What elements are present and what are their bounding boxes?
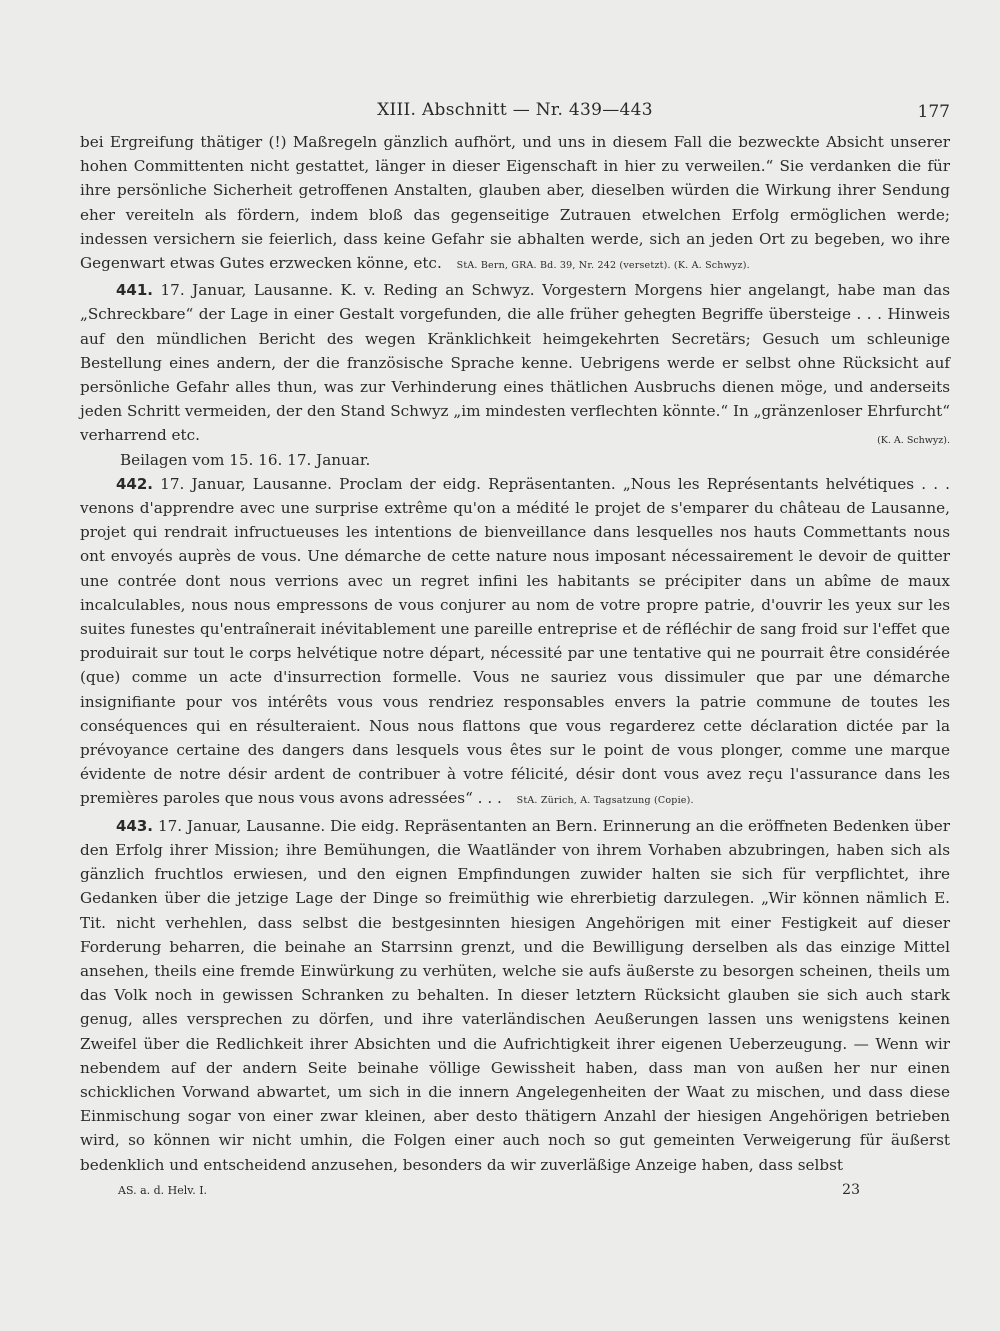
entry-note bbox=[80, 448, 950, 472]
entry-number: 441. bbox=[116, 281, 154, 300]
sheet-number: 23 bbox=[842, 1182, 860, 1198]
entry-text: 17. Januar, Lausanne. K. v. Reding an Schwyz. Vorgestern Morgens hier angelangt, habe man das „Schreckbare“ der Lage in einer Gestalt vorgefunden, die alle früher gehegten Begriffe übersteige . . . Hinweis auf den mündlichen Bericht des wegen Kränklichkeit heimgekehrten Secretärs; Gesuch um schleunige Bestellung eines andern, der die französische Sprache kenne. Uebrigens werde er selbst ohne Rücksicht auf persönliche Gefahr alles thun, was zur Verhinderung eines thätlichen Ausbruchs dienen möge, und anderseits jeden Schritt vermeiden, der den Stand Schwyz „im mindesten verflechten könnte.“ In „gränzenloser Ehrfurcht“ verharrend etc. bbox=[80, 281, 951, 445]
continuation-text: bei Ergreifung thätiger (!) Maßregeln gänzlich aufhört, und uns in diesem Fall die bezweckte Absicht unserer hohen Committenten nicht gestattet, länger in dieser Eigenschaft in hier zu verweilen.“ Sie verdanken die für ihre persönliche Sicherheit getroffenen Anstalten, glauben aber, dieselben würden die Wirkung ihrer Sendung eher vereiteln als fördern, indem bloß das gegenseitige Zutrauen etwelchen Erfolg ermöglichen werde; indessen versichern sie feierlich, dass keine Gefahr sie abhalten werde, sich an jeden Ort zu begeben, wo ihre Gegenwart etwas Gutes erzwecken könne, etc. bbox=[80, 133, 950, 273]
printer-signature: AS. a. d. Helv. I. bbox=[118, 1184, 208, 1197]
page-number: 177 bbox=[917, 102, 950, 122]
page-header bbox=[80, 100, 950, 128]
attachments-note: Beilagen vom 15. 16. 17. Januar. bbox=[120, 450, 371, 469]
entry-443 bbox=[80, 814, 950, 1177]
source-note: StA. Bern, GRA. Bd. 39, Nr. 242 (versetzt). (K. A. Schwyz). bbox=[456, 260, 750, 272]
source-note: StA. Zürich, A. Tagsatzung (Copie). bbox=[516, 795, 694, 807]
continuation-paragraph bbox=[80, 130, 950, 278]
entry-442 bbox=[80, 472, 950, 814]
running-title: XIII. Abschnitt — Nr. 439—443 bbox=[377, 100, 653, 120]
source-note: (K. A. Schwyz). bbox=[877, 435, 950, 447]
page-body bbox=[80, 130, 950, 1177]
entry-text: 17. Januar, Lausanne. Proclam der eidg. Repräsentanten. „Nous les Représentants helvétiques . . . venons d'apprendre avec une surprise extrême qu'on a médité le projet de s'emparer du château de Lausanne, projet qui rendrait infructueuses les intentions de bienveillance dans lesquelles nos hauts Commettants nous ont envoyés auprès de vous. Une démarche de cette nature nous imposant nécessairement le devoir de quitter une contrée dont nous verrions avec un regret infini les habitants se précipiter dans un abîme de maux incalculables, nous nous empressons de vous conjurer au nom de votre propre patrie, d'ouvrir les yeux sur les suites funestes qu'entraînerait inévitablement une pareille entreprise et de réfléchir de sang froid sur l'effet que produirait sur tout le corps helvétique notre départ, nécessité par une tentative qui ne pourrait être considérée (que) comme un acte d'insurrection formelle. Vous ne sauriez vous dissimuler que par une démarche insignifiante pour vos intérêts vous vous rendriez responsables envers la patrie commune de toutes les conséquences qui en résulteraient. Nous nous flattons que vous regarderez cette déclaration dictée par la prévoyance certaine des dangers dans lesquels vous êtes sur le point de vous plonger, comme une marque évidente de notre désir ardent de contribuer à votre félicité, désir dont vous avez reçu l'assurance dans les premières paroles que nous vous avons adressées“ . . . bbox=[80, 474, 950, 808]
entry-number: 443. bbox=[116, 816, 154, 835]
entry-text: 17. Januar, Lausanne. Die eidg. Repräsentanten an Bern. Erinnerung an die eröffneten Bedenken über den Erfolg ihrer Mission; ihre Bemühungen, die Waatländer von ihrem Vorhaben abzubringen, haben sich als gänzlich fruchtlos erwiesen, und den eignen Empfindungen zuwider halten sie sich für verpflichtet, ihre Gedanken über die jetzige Lage der Dinge so freimüthig wie ehrerbietig darzulegen. „Wir können nämlich E. Tit. nicht verhehlen, dass selbst die bestgesinnten hiesigen Angehörigen mit einer Festigkeit auf dieser Forderung beharren, die beinahe an Starrsinn grenzt, und die Bewilligung derselben als das einzige Mittel ansehen, theils eine fremde Einwürkung zu verhüten, welche sie aufs äußerste zu besorgen scheinen, theils um das Volk noch in gewissen Schranken zu behalten. In dieser letztern Rücksicht glauben sie sich auch stark genug, alles versprechen zu dörfen, und ihre vaterländischen Aeußerungen lassen uns wenigstens keinen Zweifel über die Redlichkeit ihrer Absichten und die Aufrichtigkeit ihrer eigenen Ueberzeugung. — Wenn wir nebendem auf der andern Seite beinahe völlige Gewissheit haben, dass man von außen her nur einen schicklichen Vorwand abwartet, um sich in die innern Angelegenheiten der Waat zu mischen, und dass diese Einmischung sogar von einer zwar kleinen, aber desto thätigern Anzahl der hiesigen Angehörigen betrieben wird, so können wir nicht umhin, die Folgen einer auch noch so gut gemeinten Verweigerung für äußerst bedenklich und entscheidend anzusehen, besonders da wir zuverläßige Anzeige haben, dass selbst bbox=[80, 816, 950, 1174]
entry-number: 442. bbox=[116, 474, 154, 493]
entry-441 bbox=[80, 278, 950, 447]
